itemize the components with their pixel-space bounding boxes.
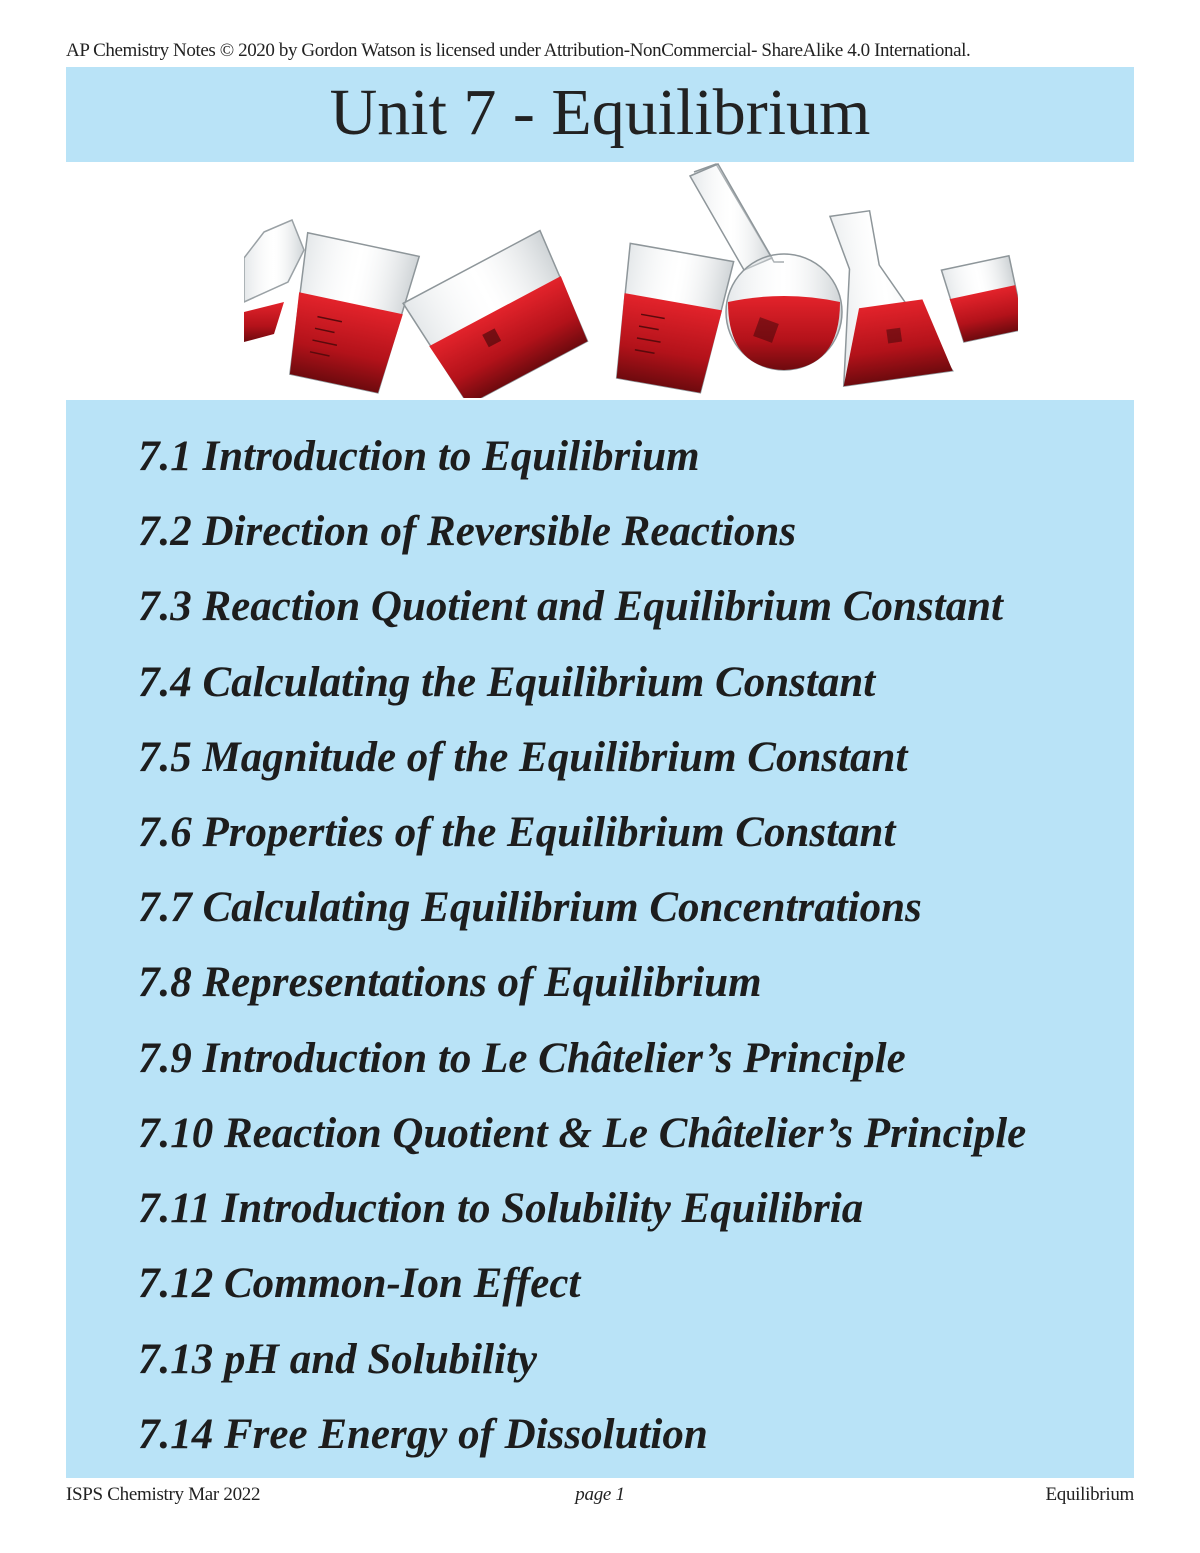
toc-item: 7.14 Free Energy of Dissolution	[138, 1411, 708, 1458]
footer-page-number: page 1	[575, 1484, 625, 1505]
toc-item: 7.9 Introduction to Le Châtelier’s Principle	[138, 1035, 906, 1082]
footer-unit-name: Equilibrium	[1045, 1484, 1134, 1505]
toc-item: 7.5 Magnitude of the Equilibrium Constant	[138, 734, 908, 781]
table-of-contents	[66, 400, 1134, 1478]
toc-item: 7.2 Direction of Reversible Reactions	[138, 508, 797, 555]
toc-item: 7.3 Reaction Quotient and Equilibrium Constant	[138, 583, 1003, 630]
footer-course-date: ISPS Chemistry Mar 2022	[66, 1484, 261, 1505]
glassware-banner-image	[244, 162, 1018, 398]
toc-item: 7.8 Representations of Equilibrium	[138, 959, 762, 1006]
title-banner	[66, 67, 1134, 162]
page-title: Unit 7 - Equilibrium	[329, 76, 871, 149]
toc-item: 7.10 Reaction Quotient & Le Châtelier’s Principle	[138, 1110, 1027, 1157]
toc-item: 7.6 Properties of the Equilibrium Constant	[138, 809, 896, 856]
license-notice: AP Chemistry Notes © 2020 by Gordon Watson is licensed under Attribution-NonCommercial- ShareAlike 4.0 International.	[66, 40, 971, 61]
toc-item: 7.11 Introduction to Solubility Equilibria	[138, 1185, 864, 1232]
toc-item: 7.4 Calculating the Equilibrium Constant	[138, 659, 876, 706]
toc-item: 7.7 Calculating Equilibrium Concentrations	[138, 884, 922, 931]
toc-item: 7.13 pH and Solubility	[138, 1336, 538, 1383]
toc-item: 7.1 Introduction to Equilibrium	[138, 433, 700, 480]
toc-item: 7.12 Common-Ion Effect	[138, 1260, 581, 1307]
